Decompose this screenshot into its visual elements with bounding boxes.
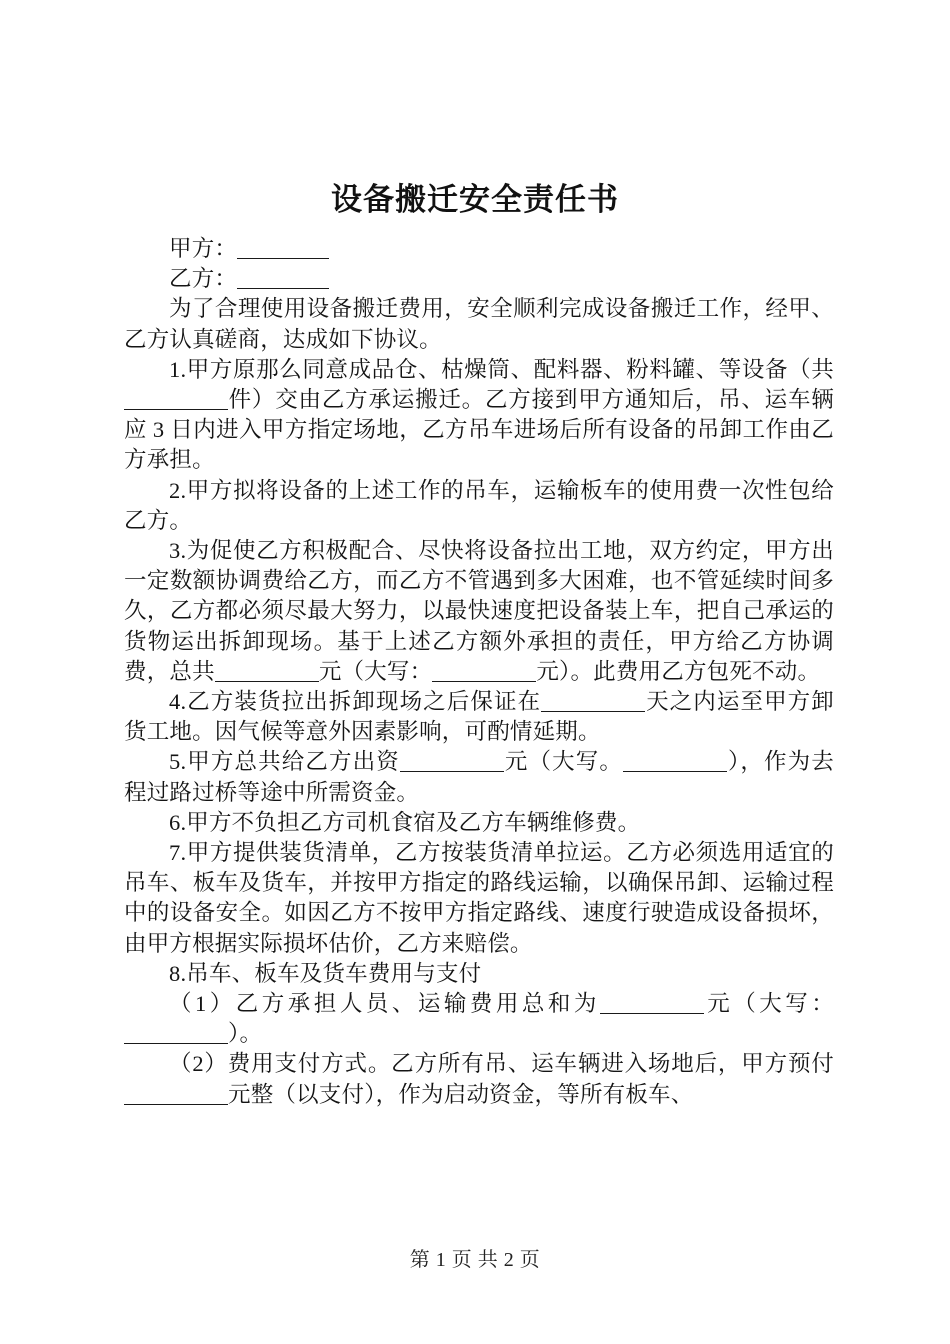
clause-7 (124, 838, 834, 959)
subclause-1-blank-amount[interactable] (600, 1013, 704, 1014)
subclause-1-number: （1） (169, 991, 236, 1017)
clause-1-text-a: 甲方原那么同意成品仓、枯燥筒、配料器、粉料罐、等设备（共 (186, 356, 834, 382)
party-a-blank[interactable] (237, 258, 329, 259)
clause-2-text: 甲方拟将设备的上述工作的吊车，运输板车的使用费一次性包给乙方。 (124, 477, 834, 533)
clause-3 (124, 536, 834, 687)
party-b-label: 乙方： (169, 266, 238, 292)
clause-3-text-c: 元）。此费用乙方包死不动。 (536, 658, 821, 684)
clause-5-text-b: 元（大写。 (503, 749, 624, 775)
clause-8-number: 8. (169, 960, 187, 986)
page-footer: 第 1 页 共 2 页 (409, 1249, 541, 1271)
clause-5-blank-amount-words[interactable] (623, 771, 727, 772)
clause-5-number: 5. (169, 749, 187, 775)
subclause-1-text-c: ）。 (228, 1021, 263, 1047)
party-a-label: 甲方： (169, 236, 238, 261)
subclause-1 (124, 989, 834, 1049)
clause-6-number: 6. (169, 809, 187, 835)
party-b-line (124, 264, 834, 294)
clause-5-text-c: ），作为去程过路过桥等途中所需资金。 (124, 749, 834, 805)
clause-4-text-b: 天之内运至甲方卸货工地。因气候等意外因素影响，可酌情延期。 (124, 689, 834, 745)
clause-5 (124, 747, 834, 807)
clause-7-number: 7. (169, 840, 187, 866)
clause-1-blank-count[interactable] (124, 409, 228, 410)
subclause-1-text-a: 乙方承担人员、运输费用总和为 (235, 991, 600, 1017)
clause-2 (124, 476, 834, 536)
clause-1-number: 1. (169, 356, 187, 382)
clause-1 (124, 355, 834, 476)
clause-3-text-b: 元（大写： (318, 658, 433, 684)
page-title: 设备搬迁安全责任书 (331, 182, 619, 218)
preamble-paragraph (124, 294, 834, 354)
preamble-text: 为了合理使用设备搬迁费用，安全顺利完成设备搬迁工作，经甲、乙方认真磋商，达成如下协议。 (124, 296, 834, 352)
clause-4-blank-days[interactable] (541, 711, 645, 712)
clause-4-number: 4. (169, 689, 187, 715)
subclause-2-text-a: 费用支付方式。乙方所有吊、运车辆进入场地后，甲方预付 (227, 1051, 834, 1077)
subclause-1-text-b: 元（大写： (703, 991, 834, 1017)
clause-7-text: 甲方提供装货清单，乙方按装货清单拉运。乙方必须选用适宜的吊车、板车及货车，并按甲方指定的路线运输，以确保吊卸、运输过程中的设备安全。如因乙方不按甲方指定路线、速度行驶造成设备损坏，由甲方根据实际损坏估价，乙方来赔偿。 (124, 840, 834, 956)
subclause-2-number: （2） (169, 1051, 228, 1077)
subclause-2-text-b: 元整（以支付），作为启动资金，等所有板车、 (228, 1081, 694, 1107)
clause-4 (124, 687, 834, 747)
clause-4-text-a: 乙方装货拉出拆卸现场之后保证在 (186, 689, 542, 715)
subclause-2 (124, 1049, 834, 1109)
clause-6 (124, 808, 834, 838)
clause-3-blank-amount[interactable] (215, 681, 319, 682)
subclause-2-blank-prepay[interactable] (124, 1104, 228, 1105)
party-a-line (124, 234, 834, 264)
clause-8-text: 吊车、板车及货车费用与支付 (186, 960, 482, 986)
clause-2-number: 2. (169, 477, 187, 503)
clause-3-text-a: 为促使乙方积极配合、尽快将设备拉出工地，双方约定，甲方出一定数额协调费给乙方，而乙方不管遇到多大困难，也不管延续时间多久，乙方都必须尽最大努力，以最快速度把设备装上车，把自己承运的货物运出拆卸现场。基于上述乙方额外承担的责任，甲方给乙方协调费，总共 (124, 538, 834, 684)
clause-3-number: 3. (169, 538, 187, 564)
clause-3-blank-amount-words[interactable] (432, 681, 536, 682)
clause-1-text-b: 件）交由乙方承运搬迁。乙方接到甲方通知后，吊、运车辆应 3 日内进入甲方指定场地，乙方吊车进场后所有设备的吊卸工作由乙方承担。 (124, 387, 834, 473)
clause-8 (124, 959, 834, 989)
clause-5-text-a: 甲方总共给乙方出资 (186, 749, 400, 775)
clause-5-blank-amount[interactable] (400, 771, 504, 772)
subclause-1-blank-amount-words[interactable] (124, 1043, 228, 1044)
party-b-blank[interactable] (237, 288, 329, 289)
document-body (124, 234, 834, 1110)
clause-6-text: 甲方不负担乙方司机食宿及乙方车辆维修费。 (186, 809, 641, 835)
